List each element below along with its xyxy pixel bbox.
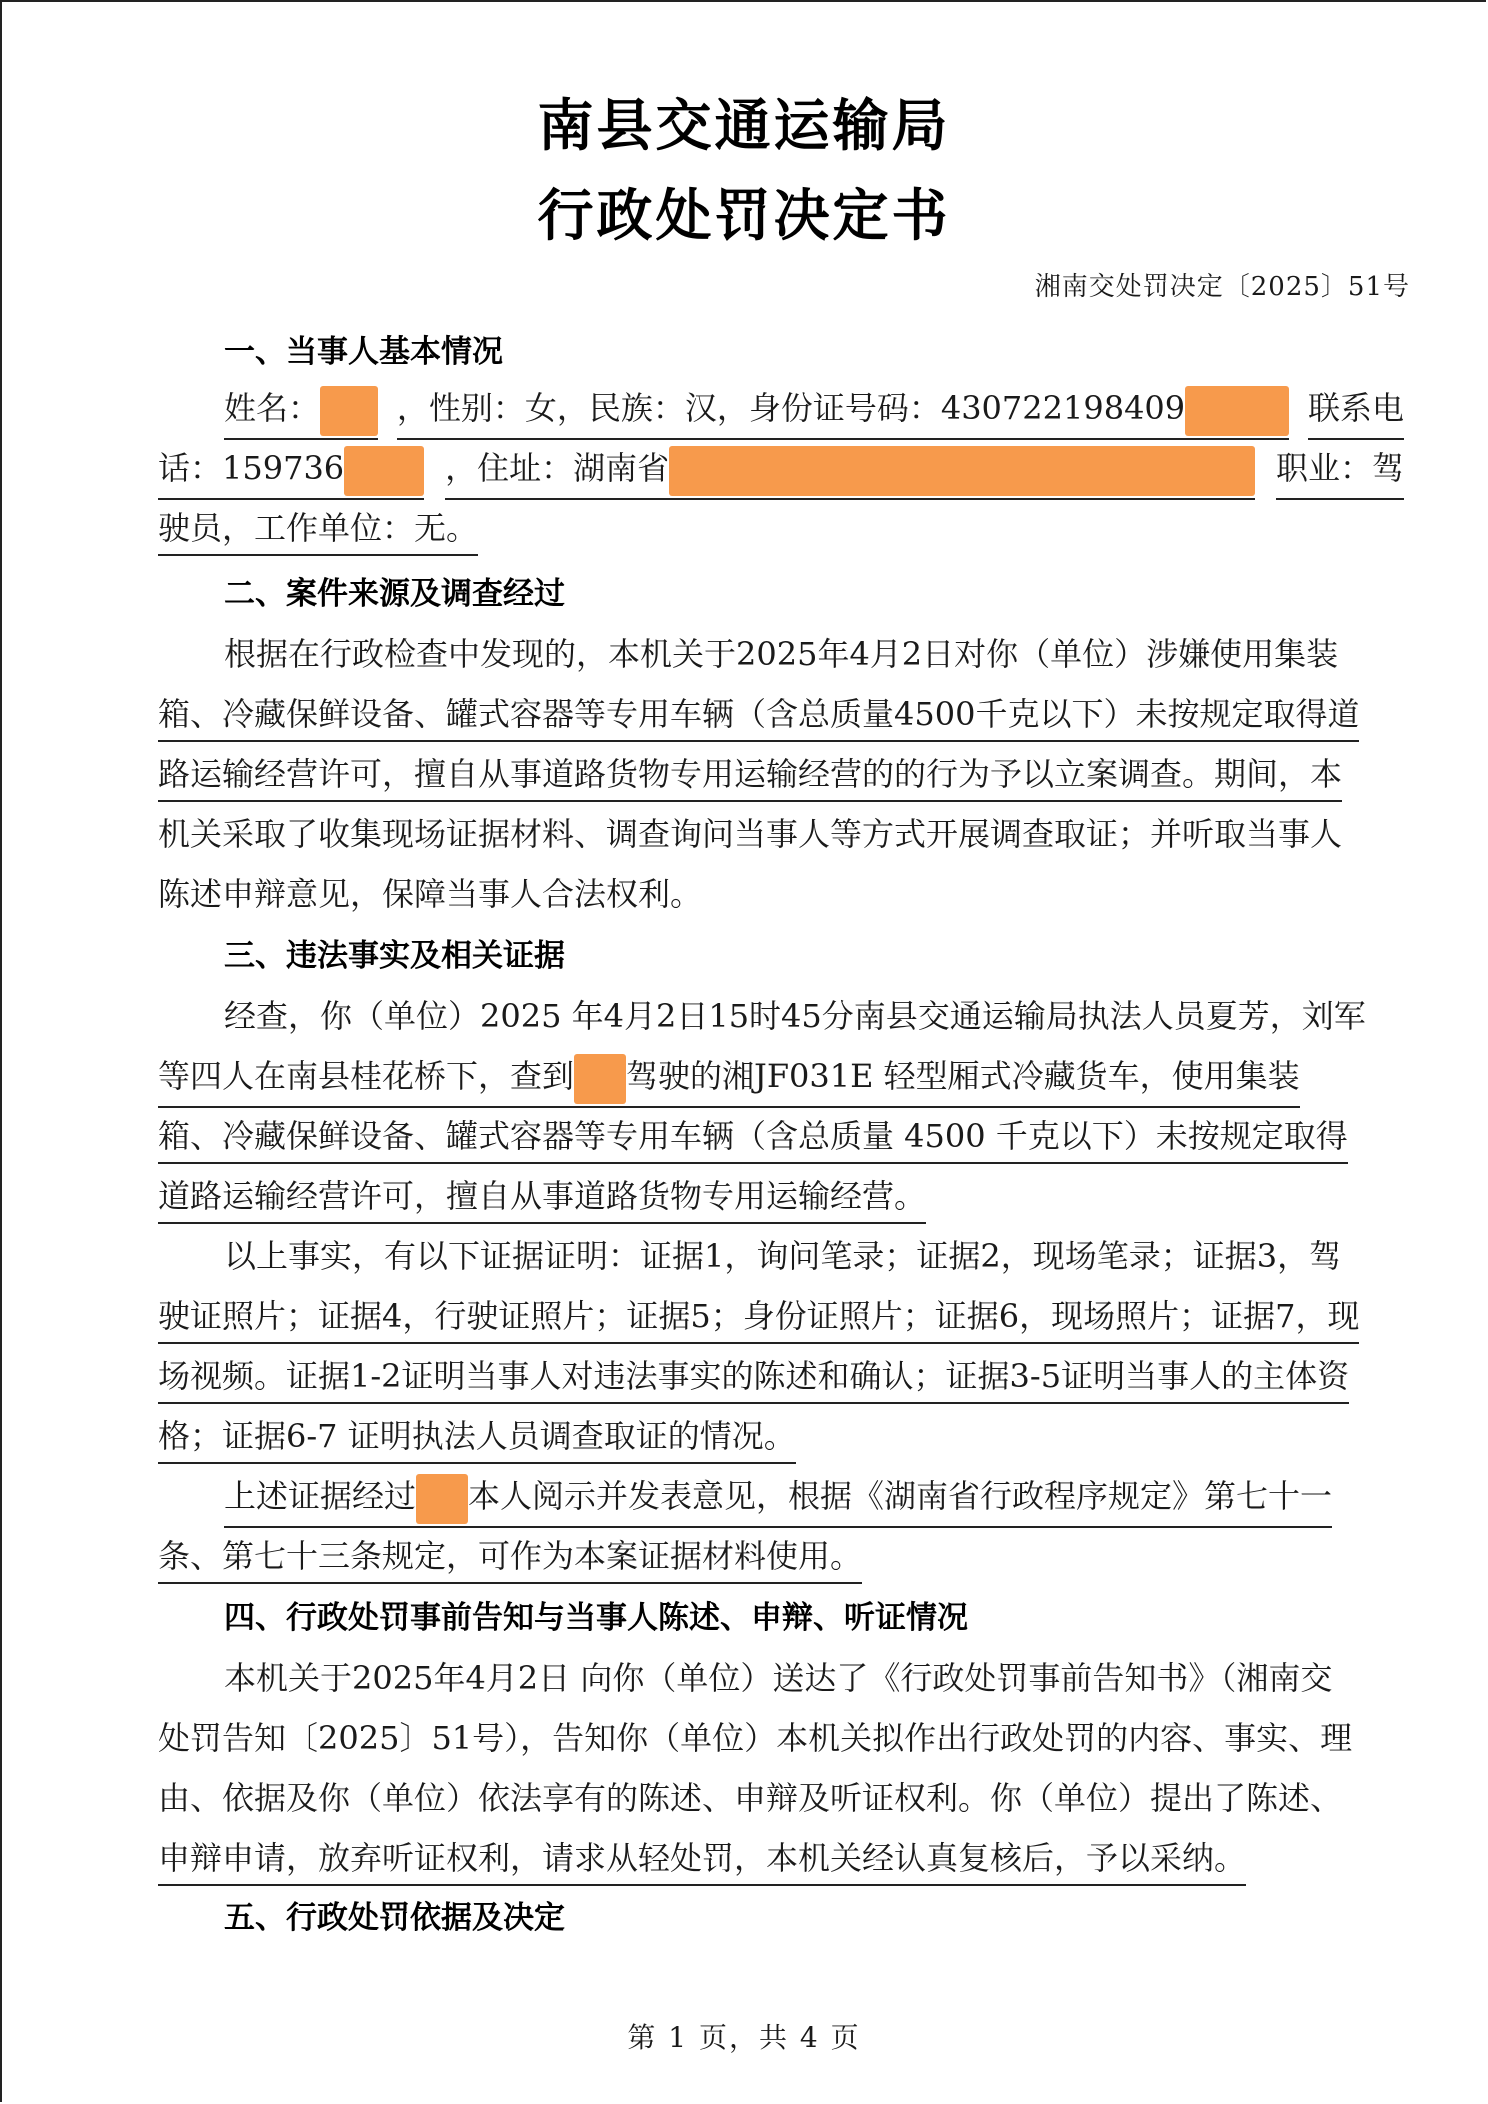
text-segment: 姓名：: [224, 389, 321, 427]
party-name-label: [224, 384, 378, 440]
text-segment: [224, 1472, 1332, 1528]
evidence-line-1: 以上事实，有以下证据证明：证据1，询问笔录；证据2，现场笔录；证据3，驾: [224, 1237, 1342, 1275]
document-number: 湘南交处罚决定〔2025〕51号: [1034, 272, 1410, 302]
case-source-line-4: 机关采取了收集现场证据材料、调查询问当事人等方式开展调查取证；并听取当事人: [158, 815, 1343, 853]
redacted-party-name: [416, 1474, 468, 1524]
redacted-phone-suffix: [344, 446, 424, 496]
redacted-id-suffix: [1185, 386, 1289, 436]
party-info-line-1: [224, 384, 1404, 440]
party-info-line-2: [158, 444, 1404, 500]
text-segment: 条、第七十三条规定，可作为本案证据材料使用。: [158, 1532, 862, 1584]
occupation-label-start: 职业：驾: [1276, 444, 1404, 500]
notice-line-1: 本机关于2025年4月2日 向你（单位）送达了《行政处罚事前告知书》（湘南交: [224, 1659, 1333, 1697]
text-segment: 等四人在南县桂花桥下，查到: [158, 1057, 575, 1095]
contact-label-start: 联系电: [1308, 384, 1404, 440]
address-text: [445, 444, 1255, 500]
text-segment: 路运输经营许可，擅自从事道路货物专用运输经营的的行为予以立案调查。期间，本: [158, 750, 1342, 802]
section-3-heading: 三、违法事实及相关证据: [224, 938, 565, 974]
case-source-line-2: [158, 690, 1404, 742]
text-segment: ，性别：女，民族：汉，身份证号码：430722198409: [396, 389, 1186, 427]
text-segment: 箱、冷藏保鲜设备、罐式容器等专用车辆（含总质量4500千克以下）未按规定取得道: [158, 690, 1359, 742]
redacted-address: [669, 446, 1255, 496]
evidence-line-5: [224, 1472, 1404, 1528]
notice-line-3: 由、依据及你（单位）依法享有的陈述、申辩及听证权利。你（单位）提出了陈述、: [158, 1779, 1343, 1817]
section-1-heading: 一、当事人基本情况: [224, 334, 503, 370]
facts-line-1: 经查，你（单位）2025 年4月2日15时45分南县交通运输局执法人员夏芳，刘军: [224, 997, 1366, 1035]
text-segment: 驾驶的湘JF031E 轻型厢式冷藏货车，使用集装: [626, 1057, 1300, 1095]
party-id-text: [397, 384, 1289, 440]
case-source-line-3: [158, 750, 1404, 802]
text-segment: 申辩申请，放弃听证权利，请求从轻处罚，本机关经认真复核后，予以采纳。: [158, 1834, 1246, 1886]
facts-line-2: [158, 1052, 1404, 1108]
text-segment: 本人阅示并发表意见，根据《湖南省行政程序规定》第七十一: [468, 1477, 1333, 1515]
notice-line-2: 处罚告知〔2025〕51号），告知你（单位）本机关拟作出行政处罚的内容、事实、理: [158, 1719, 1353, 1757]
case-source-line-5: 陈述申辩意见，保障当事人合法权利。: [158, 875, 703, 913]
evidence-line-2: [158, 1292, 1404, 1344]
phone-text: [158, 444, 424, 500]
evidence-line-4: [158, 1412, 1404, 1464]
text-segment: 格；证据6-7 证明执法人员调查取证的情况。: [158, 1412, 796, 1464]
facts-line-4: [158, 1172, 1404, 1224]
section-5-heading: 五、行政处罚依据及决定: [224, 1900, 565, 1936]
occupation-text: 驶员，工作单位：无。: [158, 504, 478, 556]
text-segment: ，住址：湖南省: [445, 449, 670, 487]
agency-title: 南县交通运输局: [537, 94, 951, 159]
evidence-line-3: [158, 1352, 1404, 1404]
section-4-heading: 四、行政处罚事前告知与当事人陈述、申辩、听证情况: [224, 1600, 968, 1636]
notice-line-4: [158, 1834, 1404, 1886]
text-segment: 话：159736: [158, 449, 345, 487]
text-segment: 箱、冷藏保鲜设备、罐式容器等专用车辆（含总质量 4500 千克以下）未按规定取得: [158, 1112, 1348, 1164]
evidence-line-6: [158, 1532, 1404, 1584]
text-segment: [158, 1052, 1300, 1108]
text-segment: 道路运输经营许可，擅自从事道路货物专用运输经营。: [158, 1172, 926, 1224]
page-number: 第 1 页，共 4 页: [627, 2021, 861, 2054]
document-title: 行政处罚决定书: [537, 184, 951, 249]
redacted-driver-name: [574, 1054, 626, 1104]
section-2-heading: 二、案件来源及调查经过: [224, 576, 565, 612]
text-segment: 驶证照片；证据4，行驶证照片；证据5；身份证照片；证据6，现场照片；证据7，现: [158, 1292, 1359, 1344]
redacted-name: [320, 386, 378, 436]
text-segment: 上述证据经过: [224, 1477, 417, 1515]
party-info-line-3: [158, 504, 1404, 556]
facts-line-3: [158, 1112, 1404, 1164]
text-segment: 场视频。证据1-2证明当事人对违法事实的陈述和确认；证据3-5证明当事人的主体资: [158, 1352, 1349, 1404]
case-source-line-1: 根据在行政检查中发现的，本机关于2025年4月2日对你（单位）涉嫌使用集装: [224, 635, 1339, 673]
